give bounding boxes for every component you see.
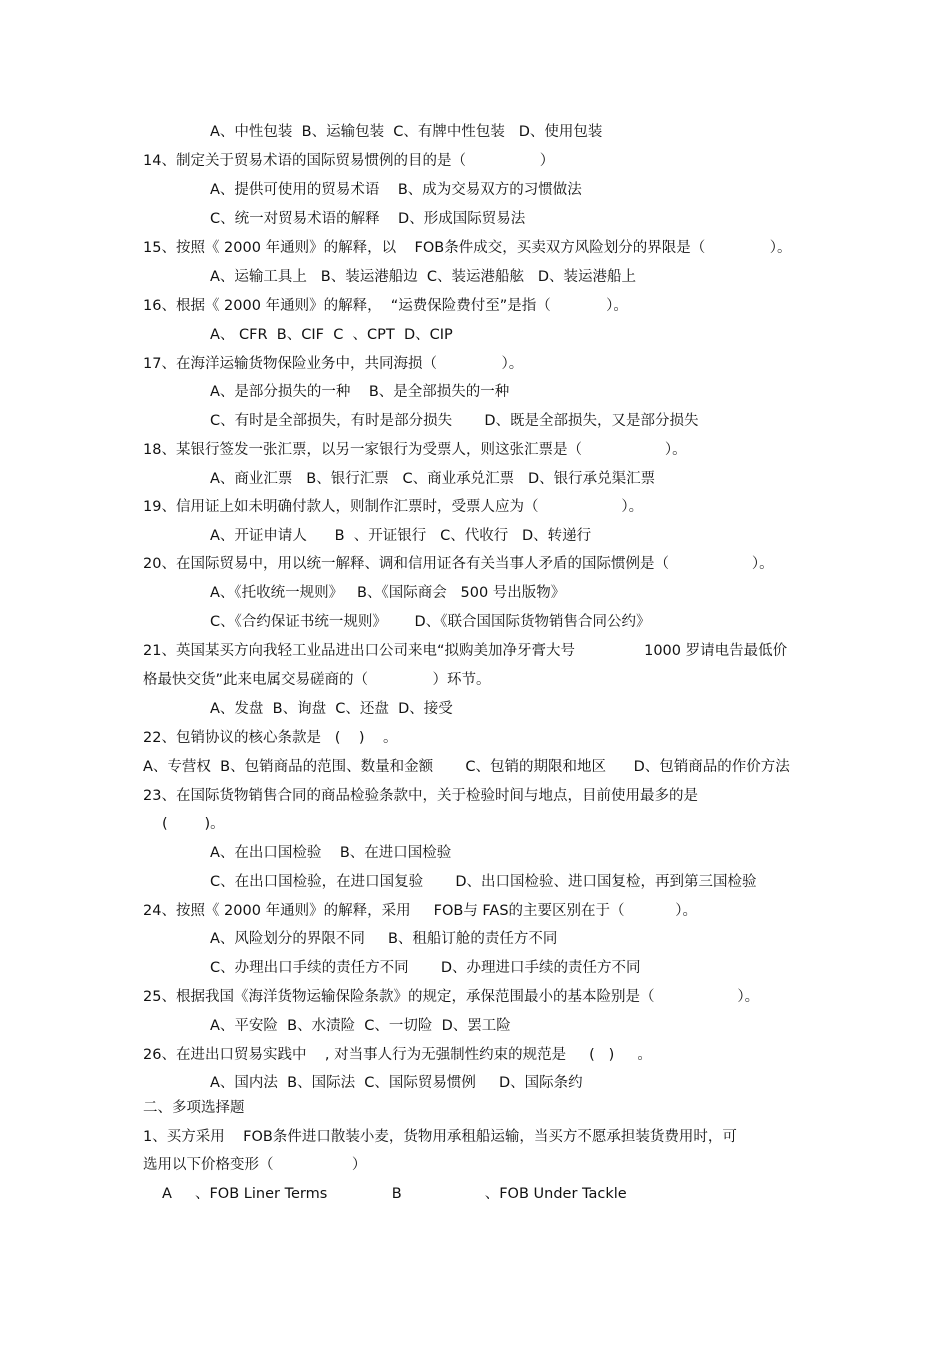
section-heading-multiple-choice: 二、多项选择题 (143, 1100, 245, 1116)
q18-stem: 18、某银行签发一张汇票，以另一家银行为受票人，则这张汇票是（ ）。 (143, 442, 687, 458)
q17-options-c-d: C、有时是全部损失，有时是部分损失 D、既是全部损失，又是部分损失 (210, 413, 699, 429)
q20-options-c-d: C、《合约保证书统一规则》 D、《联合国国际货物销售合同公约》 (210, 614, 651, 630)
q15-stem: 15、按照《 2000 年通则》的解释，以 FOB条件成交，买卖双方风险划分的界限是（ ）。 (143, 240, 792, 256)
q14-stem: 14、制定关于贸易术语的国际贸易惯例的目的是（ ） (143, 153, 555, 169)
q15-options: A、运输工具上 B、装运港船边 C、装运港船舷 D、装运港船上 (210, 269, 637, 285)
q20-stem: 20、在国际贸易中，用以统一解释、调和信用证各有关当事人矛盾的国际惯例是（ ）。 (143, 556, 774, 572)
q24-stem: 24、按照《 2000 年通则》的解释，采用 FOB与 FAS的主要区别在于（ ）。 (143, 903, 698, 919)
mq1-options: A 、FOB Liner Terms B 、FOB Under Tackle (162, 1186, 627, 1202)
q22-stem: 22、包销协议的核心条款是 ( ) 。 (143, 730, 398, 746)
mq1-stem-line2: 选用以下价格变形（ ） (143, 1157, 367, 1173)
q19-options: A、开证申请人 B 、开证银行 C、代收行 D、转递行 (210, 528, 592, 544)
q16-stem: 16、根据《 2000 年通则》的解释， “运费保险费付至”是指（ ）。 (143, 298, 628, 314)
q23-stem-line2: ( )。 (162, 816, 225, 832)
q23-options-c-d: C、在出口国检验，在进口国复验 D、出口国检验、进口国复检，再到第三国检验 (210, 874, 757, 890)
q24-options-c-d: C、办理出口手续的责任方不同 D、办理进口手续的责任方不同 (210, 960, 641, 976)
q16-options: A、 CFR B、CIF C 、CPT D、CIP (210, 327, 453, 343)
q18-options: A、商业汇票 B、银行汇票 C、商业承兑汇票 D、银行承兑渠汇票 (210, 471, 656, 487)
q21-options: A、发盘 B、询盘 C、还盘 D、接受 (210, 701, 453, 717)
q25-stem: 25、根据我国《海洋货物运输保险条款》的规定，承保范围最小的基本险别是（ ）。 (143, 989, 760, 1005)
q21-stem-line2: 格最快交货”此来电属交易磋商的（ ）环节。 (143, 672, 491, 688)
q13-options: A、中性包装 B、运输包装 C、有牌中性包装 D、使用包装 (210, 124, 603, 140)
q14-options-a-b: A、提供可使用的贸易术语 B、成为交易双方的习惯做法 (210, 182, 582, 198)
q24-options-a-b: A、风险划分的界限不同 B、租船订舱的责任方不同 (210, 931, 558, 947)
q14-options-c-d: C、统一对贸易术语的解释 D、形成国际贸易法 (210, 211, 526, 227)
q23-stem-line1: 23、在国际货物销售合同的商品检验条款中，关于检验时间与地点，目前使用最多的是 (143, 788, 698, 804)
q21-stem-line1: 21、英国某买方向我轻工业品进出口公司来电“拟购美加净牙膏大号 1000 罗请电告最低价 (143, 643, 788, 659)
q26-options: A、国内法 B、国际法 C、国际贸易惯例 D、国际条约 (210, 1075, 583, 1091)
q20-options-a-b: A、《托收统一规则》 B、《国际商会 500 号出版物》 (210, 585, 566, 601)
q19-stem: 19、信用证上如未明确付款人，则制作汇票时，受票人应为（ ）。 (143, 499, 644, 515)
q23-options-a-b: A、在出口国检验 B、在进口国检验 (210, 845, 452, 861)
q17-stem: 17、在海洋运输货物保险业务中，共同海损（ ）。 (143, 356, 524, 372)
q17-options-a-b: A、是部分损失的一种 B、是全部损失的一种 (210, 384, 510, 400)
mq1-stem-line1: 1、买方采用 FOB条件进口散装小麦，货物用承租船运输，当买方不愿承担装货费用时，可 (143, 1129, 737, 1145)
q22-options: A、专营权 B、包销商品的范围、数量和金额 C、包销的期限和地区 D、包销商品的作价方法 (143, 759, 790, 775)
q25-options: A、平安险 B、水渍险 C、一切险 D、罢工险 (210, 1018, 511, 1034)
q26-stem: 26、在进出口贸易实践中 , 对当事人行为无强制性约束的规范是 ( ) 。 (143, 1047, 652, 1063)
